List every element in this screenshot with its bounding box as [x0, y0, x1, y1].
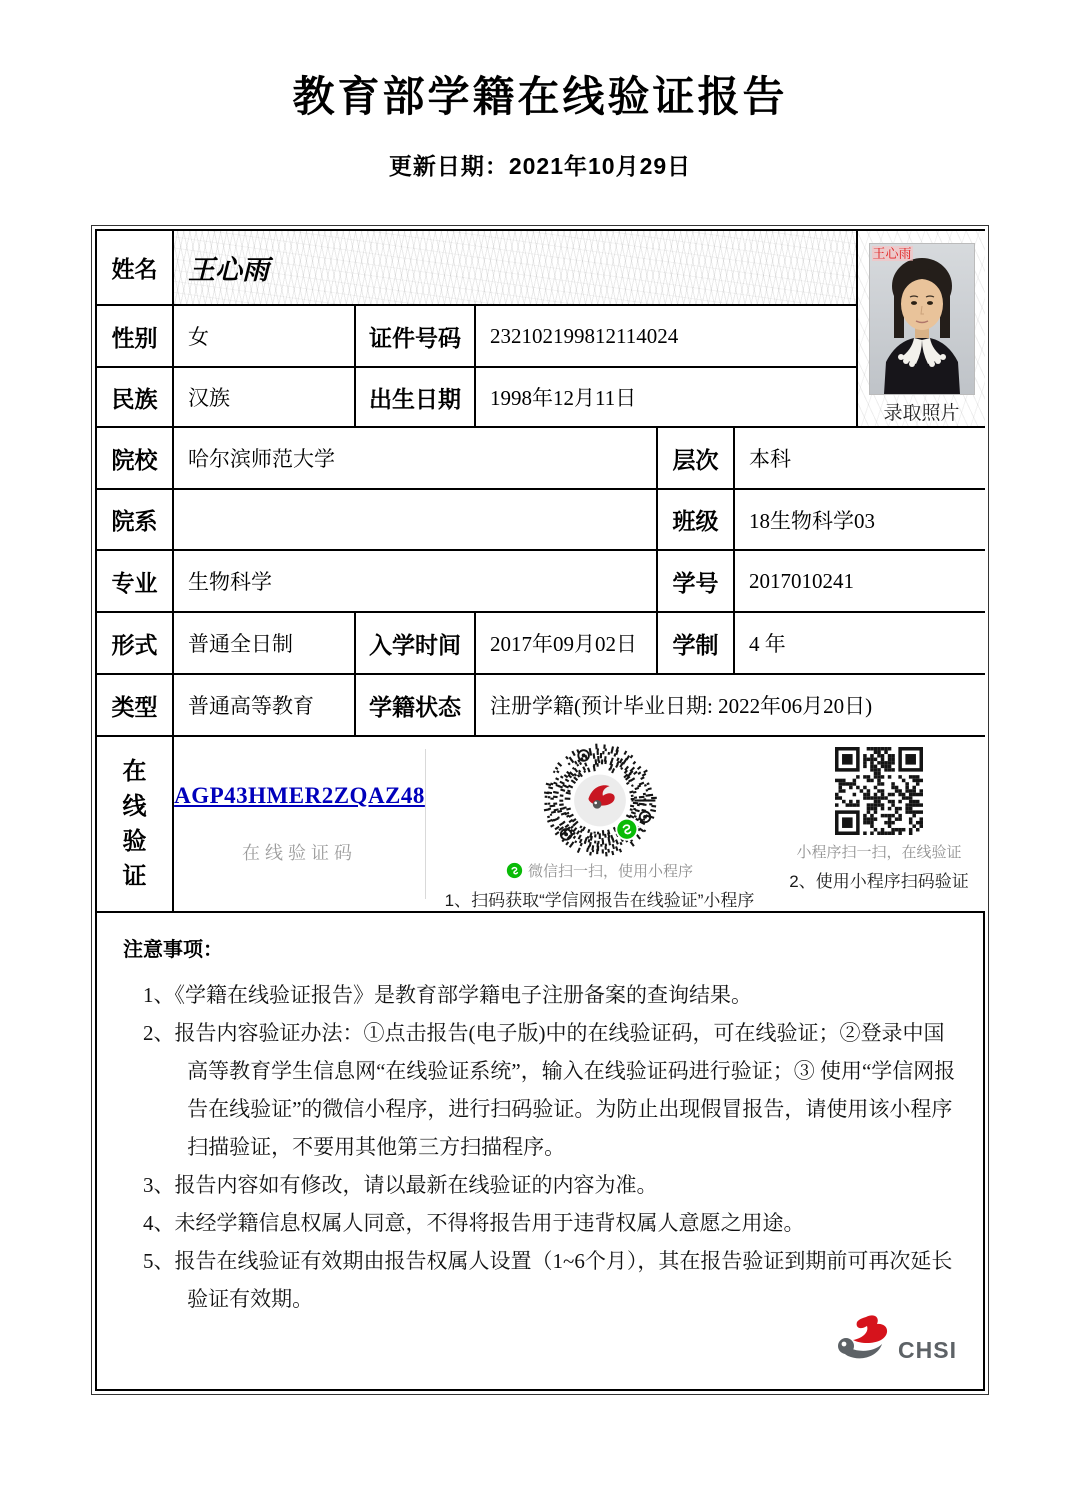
update-date: 更新日期：2021年10月29日	[388, 153, 692, 179]
notes-section	[97, 911, 983, 1389]
note-item-1: 1、《学籍在线验证报告》是教育部学籍电子注册备案的查询结果。	[143, 983, 752, 1007]
field-label-level: 层次	[658, 428, 733, 488]
field-label-status: 学籍状态	[356, 675, 474, 735]
step-1-text: 1、扫码获取“学信网报告在线验证”小程序	[444, 891, 755, 910]
verification-panel	[174, 737, 985, 911]
verification-code-link[interactable]: AGP43HMER2ZQAZ48	[174, 783, 425, 808]
field-value-ethnicity: 汉族	[174, 368, 354, 426]
verification-label: 在线验证	[97, 737, 172, 911]
field-label-type: 类型	[97, 675, 172, 735]
field-label-major: 专业	[97, 551, 172, 611]
field-value-id-number: 232102199812114024	[476, 306, 856, 366]
note-item-4: 4、未经学籍信息权属人同意，不得将报告用于违背权属人意愿之用途。	[143, 1211, 805, 1235]
note-item-5: 5、报告在线验证有效期由报告权属人设置（1~6个月），其在报告验证到期前可再次延长验证有效期。	[143, 1249, 953, 1311]
step-2-text: 2、使用小程序扫码验证	[789, 872, 969, 891]
field-label-duration: 学制	[658, 613, 733, 673]
field-label-name: 姓名	[97, 231, 172, 304]
chsi-bird-icon	[828, 1313, 892, 1365]
wechat-scan-caption: 微信扫一扫，使用小程序	[506, 860, 693, 881]
notes-heading: 注意事项：	[123, 939, 223, 961]
field-value-major: 生物科学	[174, 551, 656, 611]
field-label-department: 院系	[97, 490, 172, 549]
field-label-ethnicity: 民族	[97, 368, 172, 426]
photo-caption: 录取照片	[883, 403, 960, 424]
wechat-icon	[506, 862, 523, 879]
chsi-logo	[828, 1313, 957, 1365]
field-label-form: 形式	[97, 613, 172, 673]
verification-code-caption: 在线验证码	[242, 843, 357, 863]
miniprogram-qr-section	[773, 737, 985, 911]
field-label-student-id: 学号	[658, 551, 733, 611]
field-value-gender: 女	[174, 306, 354, 366]
field-value-department	[174, 490, 656, 549]
field-value-institution: 哈尔滨师范大学	[174, 428, 656, 488]
field-value-class: 18生物科学03	[735, 490, 985, 549]
portrait-image	[870, 244, 974, 394]
wechat-qr-section	[426, 737, 773, 911]
field-label-id-number: 证件号码	[356, 306, 474, 366]
field-label-birth-date: 出生日期	[356, 368, 474, 426]
admission-photo	[870, 244, 974, 394]
wechat-miniprogram-qr-code	[541, 743, 659, 858]
field-value-enroll-date: 2017年09月02日	[476, 613, 656, 673]
field-value-student-id: 2017010241	[735, 551, 985, 611]
report-page	[0, 64, 1080, 1503]
field-label-class: 班级	[658, 490, 733, 549]
note-item-2: 2、报告内容验证办法：①点击报告(电子版)中的在线验证码，可在线验证；②登录中国高等教育学生信息网“在线验证系统”，输入在线验证码进行验证；③ 使用“学信网报告在线验证”的微信小程序，进行扫码验证。为防止出现假冒报告，请使用该小程序扫描验证，不要用其他第三方扫描程序。	[143, 1021, 956, 1159]
field-label-institution: 院校	[97, 428, 172, 488]
photo-cell	[858, 231, 985, 426]
photo-name-tag: 王心雨	[872, 246, 912, 261]
chsi-logo-text: CHSI	[898, 1337, 957, 1363]
page-title: 教育部学籍在线验证报告	[292, 73, 788, 120]
mini-scan-caption: 小程序扫一扫，在线验证	[796, 844, 962, 861]
field-value-duration: 4 年	[735, 613, 985, 673]
field-value-level: 本科	[735, 428, 985, 488]
verification-code-section	[174, 737, 425, 911]
field-value-form: 普通全日制	[174, 613, 354, 673]
note-item-3: 3、报告内容如有修改，请以最新在线验证的内容为准。	[143, 1173, 658, 1197]
report-box	[91, 225, 989, 1395]
field-value-status: 注册学籍(预计毕业日期: 2022年06月20日)	[476, 675, 985, 735]
info-table	[97, 231, 983, 911]
field-value-birth-date: 1998年12月11日	[476, 368, 856, 426]
field-value-name: 王心雨	[174, 231, 856, 304]
field-label-gender: 性别	[97, 306, 172, 366]
field-value-type: 普通高等教育	[174, 675, 354, 735]
field-label-enroll-date: 入学时间	[356, 613, 474, 673]
verification-qr-code	[835, 747, 923, 835]
